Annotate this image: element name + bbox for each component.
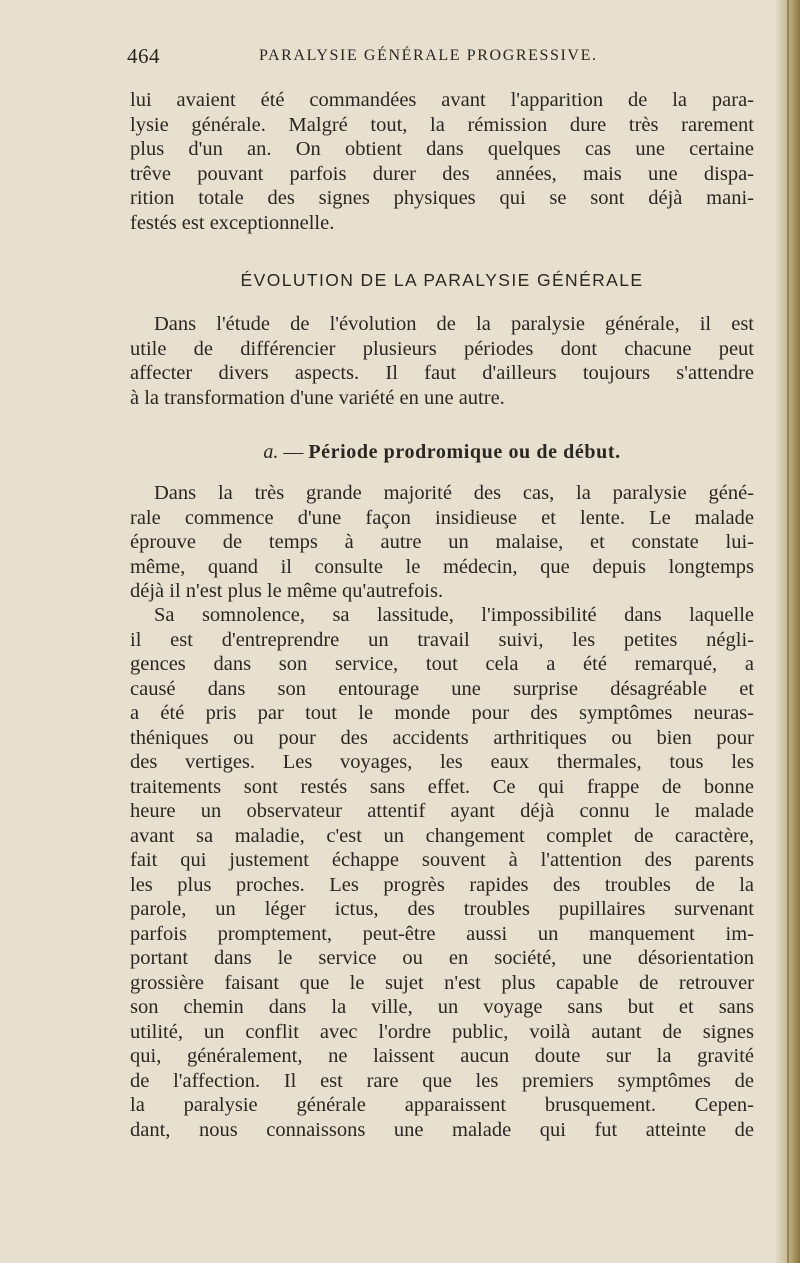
text-line: déjà il n'est plus le même qu'autrefois. — [130, 580, 444, 602]
text-line: utile de différencier plusieurs périodes dont chacune peut — [130, 337, 754, 360]
text-line: les plus proches. Les progrès rapides des troubles de la — [130, 873, 754, 896]
text-line: dant, nous connaissons une malade qui fut atteinte de — [130, 1118, 754, 1141]
text-line: plus d'un an. On obtient dans quelques cas une certaine — [130, 138, 754, 160]
subsection-heading — [130, 441, 754, 464]
page-number: 464 — [127, 44, 160, 68]
text-line: festés est exceptionnelle. — [130, 211, 335, 234]
text-line: gences dans son service, tout cela a été remarqué, a — [130, 653, 754, 675]
text-line: des vertiges. Les voyages, les eaux thermales, tous les — [130, 751, 754, 773]
text-line: rition totale des signes physiques qui se sont déjà mani- — [130, 187, 754, 209]
text-line: heure un observateur attentif ayant déjà connu le malade — [130, 800, 754, 822]
text-line: lui avaient été commandées avant l'apparition de la para- — [130, 89, 754, 111]
text-line: de l'affection. Il est rare que les premiers symptômes de — [130, 1069, 754, 1092]
text-line: rale commence d'une façon insidieuse et lente. Le malade — [130, 506, 754, 529]
text-line: grossière faisant que le sujet n'est plus capable de retrouver — [130, 971, 754, 994]
text-line: affecter divers aspects. Il faut d'ailleurs toujours s'attendre — [130, 362, 754, 384]
text-line: parole, un léger ictus, des troubles pupillaires survenant — [130, 898, 754, 920]
text-line: son chemin dans la ville, un voyage sans but et sans — [130, 996, 754, 1018]
section-heading: ÉVOLUTION DE LA PARALYSIE GÉNÉRALE — [240, 270, 644, 290]
text-line: lysie générale. Malgré tout, la rémission dure très rarement — [130, 113, 754, 136]
text-line: a été pris par tout le monde pour des symptômes neuras- — [130, 702, 754, 724]
text-line: à la transformation d'une variété en une autre. — [130, 386, 505, 409]
paragraph-4 — [130, 603, 754, 1142]
text-line: utilité, un conflit avec l'ordre public, voilà autant de signes — [130, 1020, 754, 1043]
text-line: qui, généralement, ne laissent aucun doute sur la gravité — [130, 1045, 754, 1067]
text-line: théniques ou pour des accidents arthritiques ou bien pour — [130, 726, 754, 749]
text-line: Dans la très grande majorité des cas, la paralysie géné- — [154, 482, 754, 504]
text-line: Sa somnolence, sa lassitude, l'impossibilité dans laquelle — [154, 604, 754, 626]
text-line: parfois promptement, peut-être aussi un manquement im- — [130, 922, 754, 945]
text-line: Dans l'étude de l'évolution de la paralysie générale, il est — [154, 313, 754, 335]
text-line: il est d'entreprendre un travail suivi, les petites négli- — [130, 628, 754, 651]
subsection-title: Période prodromique ou de début. — [308, 441, 621, 463]
subsection-label: a. — [263, 441, 279, 463]
text-line: portant dans le service ou en société, une désorientation — [130, 947, 754, 969]
text-line: fait qui justement échappe souvent à l'attention des parents — [130, 849, 754, 871]
paragraph-3 — [130, 481, 754, 604]
text-line: trêve pouvant parfois durer des années, mais une dispa- — [130, 162, 754, 185]
paragraph-2 — [130, 312, 754, 410]
subsection-dash: — — [278, 441, 309, 463]
text-line: avant sa maladie, c'est un changement complet de caractère, — [130, 824, 754, 847]
paragraph-1 — [130, 88, 754, 235]
running-title: PARALYSIE GÉNÉRALE PROGRESSIVE. — [259, 47, 598, 64]
text-line: causé dans son entourage une surprise désagréable et — [130, 677, 754, 700]
text-line: traitements sont restés sans effet. Ce qui frappe de bonne — [130, 775, 754, 798]
text-line: même, quand il consulte le médecin, que depuis longtemps — [130, 555, 754, 578]
page-edge-line — [787, 0, 789, 1263]
text-line: éprouve de temps à autre un malaise, et constate lui- — [130, 531, 754, 553]
text-line: la paralysie générale apparaissent brusquement. Cepen- — [130, 1094, 754, 1116]
page-header — [127, 44, 753, 72]
